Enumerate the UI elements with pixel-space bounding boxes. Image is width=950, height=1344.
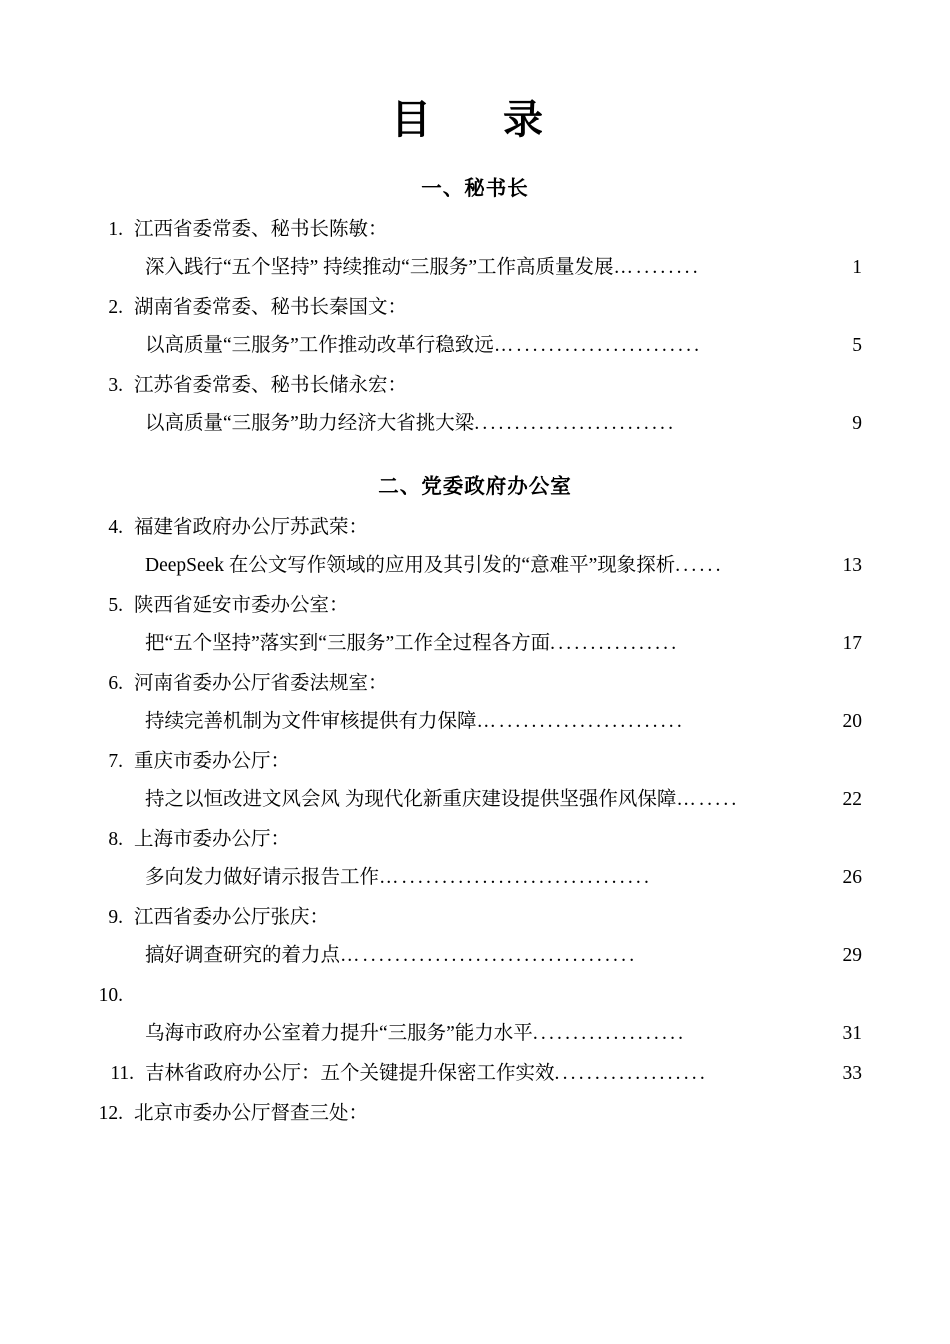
toc-entry-title-line <box>88 1015 862 1053</box>
toc-entry-head <box>88 1095 862 1133</box>
toc-entry[interactable] <box>88 1095 862 1133</box>
toc-entry-number: 8. <box>108 829 123 851</box>
toc-entry-head <box>88 899 862 937</box>
toc-leader-dots: ................... <box>532 1023 687 1045</box>
toc-leader-dots: ...... <box>675 555 724 577</box>
toc-leader-dots: ................... <box>554 1063 708 1085</box>
toc-entry-author: 江苏省委常委、秘书长储永宏： <box>134 375 408 397</box>
toc-entry-author: 北京市委办公厅督查三处： <box>134 1103 369 1125</box>
page-title: 目 录 <box>391 97 559 142</box>
toc-entry-author: 河南省委办公厅省委法规室： <box>134 673 388 695</box>
toc-entry-title-line <box>88 781 862 819</box>
toc-entry-number: 5. <box>108 595 123 617</box>
toc-page-number: 9 <box>852 413 862 435</box>
toc-entry[interactable] <box>88 821 862 897</box>
section-heading-1: 一、秘书长 <box>421 177 529 200</box>
toc-entry[interactable] <box>88 367 862 443</box>
toc-entry-head <box>88 367 862 405</box>
toc-entry-title: 深入践行“五个坚持” 持续推动“三服务”工作高质量发展 <box>145 257 614 279</box>
toc-entry-author: 陕西省延安市委办公室： <box>134 595 349 617</box>
toc-entry-author: 福建省政府办公厅苏武荣： <box>134 517 369 539</box>
toc-entry-title: DeepSeek 在公文写作领域的应用及其引发的“意难平”现象探析 <box>145 555 676 577</box>
toc-entry-title-line <box>88 859 862 897</box>
toc-entry-head <box>88 211 862 249</box>
toc-entry-title-line <box>88 703 862 741</box>
toc-leader-dots: ….................................. <box>340 945 638 967</box>
toc-page-number: 1 <box>852 257 862 279</box>
toc-entry[interactable] <box>88 289 862 365</box>
toc-entry-head <box>88 289 862 327</box>
toc-entry[interactable] <box>88 743 862 819</box>
toc-leader-dots: …..... <box>676 789 740 811</box>
toc-entry-head <box>88 743 862 781</box>
toc-entry-title: 以高质量“三服务”工作推动改革行稳致远 <box>145 335 494 357</box>
toc-entry-number: 9. <box>108 907 123 929</box>
toc-entry-number: 12. <box>98 1103 123 1125</box>
toc-entry-title-line <box>88 547 862 585</box>
toc-entry-title: 以高质量“三服务”助力经济大省挑大梁 <box>145 413 475 435</box>
toc-entry-title: 持之以恒改进文风会风 为现代化新重庆建设提供坚强作风保障 <box>145 789 677 811</box>
toc-entry-number: 6. <box>108 673 123 695</box>
toc-leader-dots: …........ <box>613 257 701 279</box>
section-heading-2: 二、党委政府办公室 <box>378 475 572 499</box>
toc-page-number: 13 <box>842 555 862 577</box>
toc-entry-title-line <box>88 625 862 663</box>
toc-page-number: 22 <box>842 789 862 811</box>
toc-entry[interactable] <box>88 509 862 585</box>
toc-entry-number: 4. <box>108 517 123 539</box>
toc-entry-title-line <box>88 327 862 365</box>
toc-entry-author: 江西省委办公厅张庆： <box>134 907 330 929</box>
toc-page-number: 31 <box>842 1023 862 1045</box>
toc-entry-author: 湖南省委常委、秘书长秦国文： <box>134 297 408 319</box>
toc-entry-title-line <box>88 405 862 443</box>
toc-entry[interactable] <box>88 211 862 287</box>
toc-entry-title: 多向发力做好请示报告工作 <box>145 867 380 889</box>
toc-entry-title: 吉林省政府办公厅：五个关键提升保密工作实效 <box>145 1063 555 1085</box>
toc-leader-dots: …....................... <box>493 335 703 357</box>
toc-entry[interactable] <box>88 899 862 975</box>
toc-entry-number: 7. <box>108 751 123 773</box>
toc-entry-author: 上海市委办公厅： <box>134 829 291 851</box>
toc-entry[interactable] <box>88 977 862 1053</box>
toc-entry-number: 2. <box>108 297 123 319</box>
toc-entry-title: 持续完善机制为文件审核提供有力保障 <box>145 711 477 733</box>
toc-entry-number: 1. <box>108 219 123 240</box>
toc-page-number: 20 <box>842 711 862 733</box>
toc-entry-title-line <box>88 1055 862 1093</box>
toc-entry-number: 11. <box>110 1063 134 1085</box>
toc-page-number: 29 <box>842 945 862 967</box>
toc-leader-dots: …....................... <box>476 711 685 733</box>
toc-entry-head <box>88 509 862 547</box>
toc-page-number: 5 <box>852 335 862 357</box>
toc-entry-number: 3. <box>108 375 123 397</box>
toc-entry-title: 把“五个坚持”落实到“三服务”工作全过程各方面 <box>145 633 551 655</box>
toc-entry-author: 江西省委常委、秘书长陈敏： <box>134 219 388 240</box>
toc-leader-dots: ................ <box>550 633 680 655</box>
toc-entry[interactable] <box>88 587 862 663</box>
toc-entry-title: 乌海市政府办公室着力提升“三服务”能力水平 <box>145 1023 533 1045</box>
toc-entry-title: 搞好调查研究的着力点 <box>145 945 341 967</box>
toc-entry-author: 重庆市委办公厅： <box>134 751 291 773</box>
toc-leader-dots: ......................... <box>474 413 677 435</box>
toc-leader-dots: …............................... <box>379 867 653 889</box>
toc-entry[interactable] <box>88 1055 862 1093</box>
toc-page-number: 33 <box>842 1063 862 1085</box>
toc-entry-title-line <box>88 249 862 287</box>
toc-entry-head <box>88 587 862 625</box>
toc-entry-title-line <box>88 937 862 975</box>
toc-entry-head <box>88 977 862 1015</box>
toc-entry-head <box>88 821 862 859</box>
toc-page-number: 17 <box>842 633 862 655</box>
toc-entry[interactable] <box>88 665 862 741</box>
toc-entry-number: 10. <box>98 985 123 1007</box>
toc-entry-head <box>88 665 862 703</box>
toc-page-number: 26 <box>842 867 862 889</box>
